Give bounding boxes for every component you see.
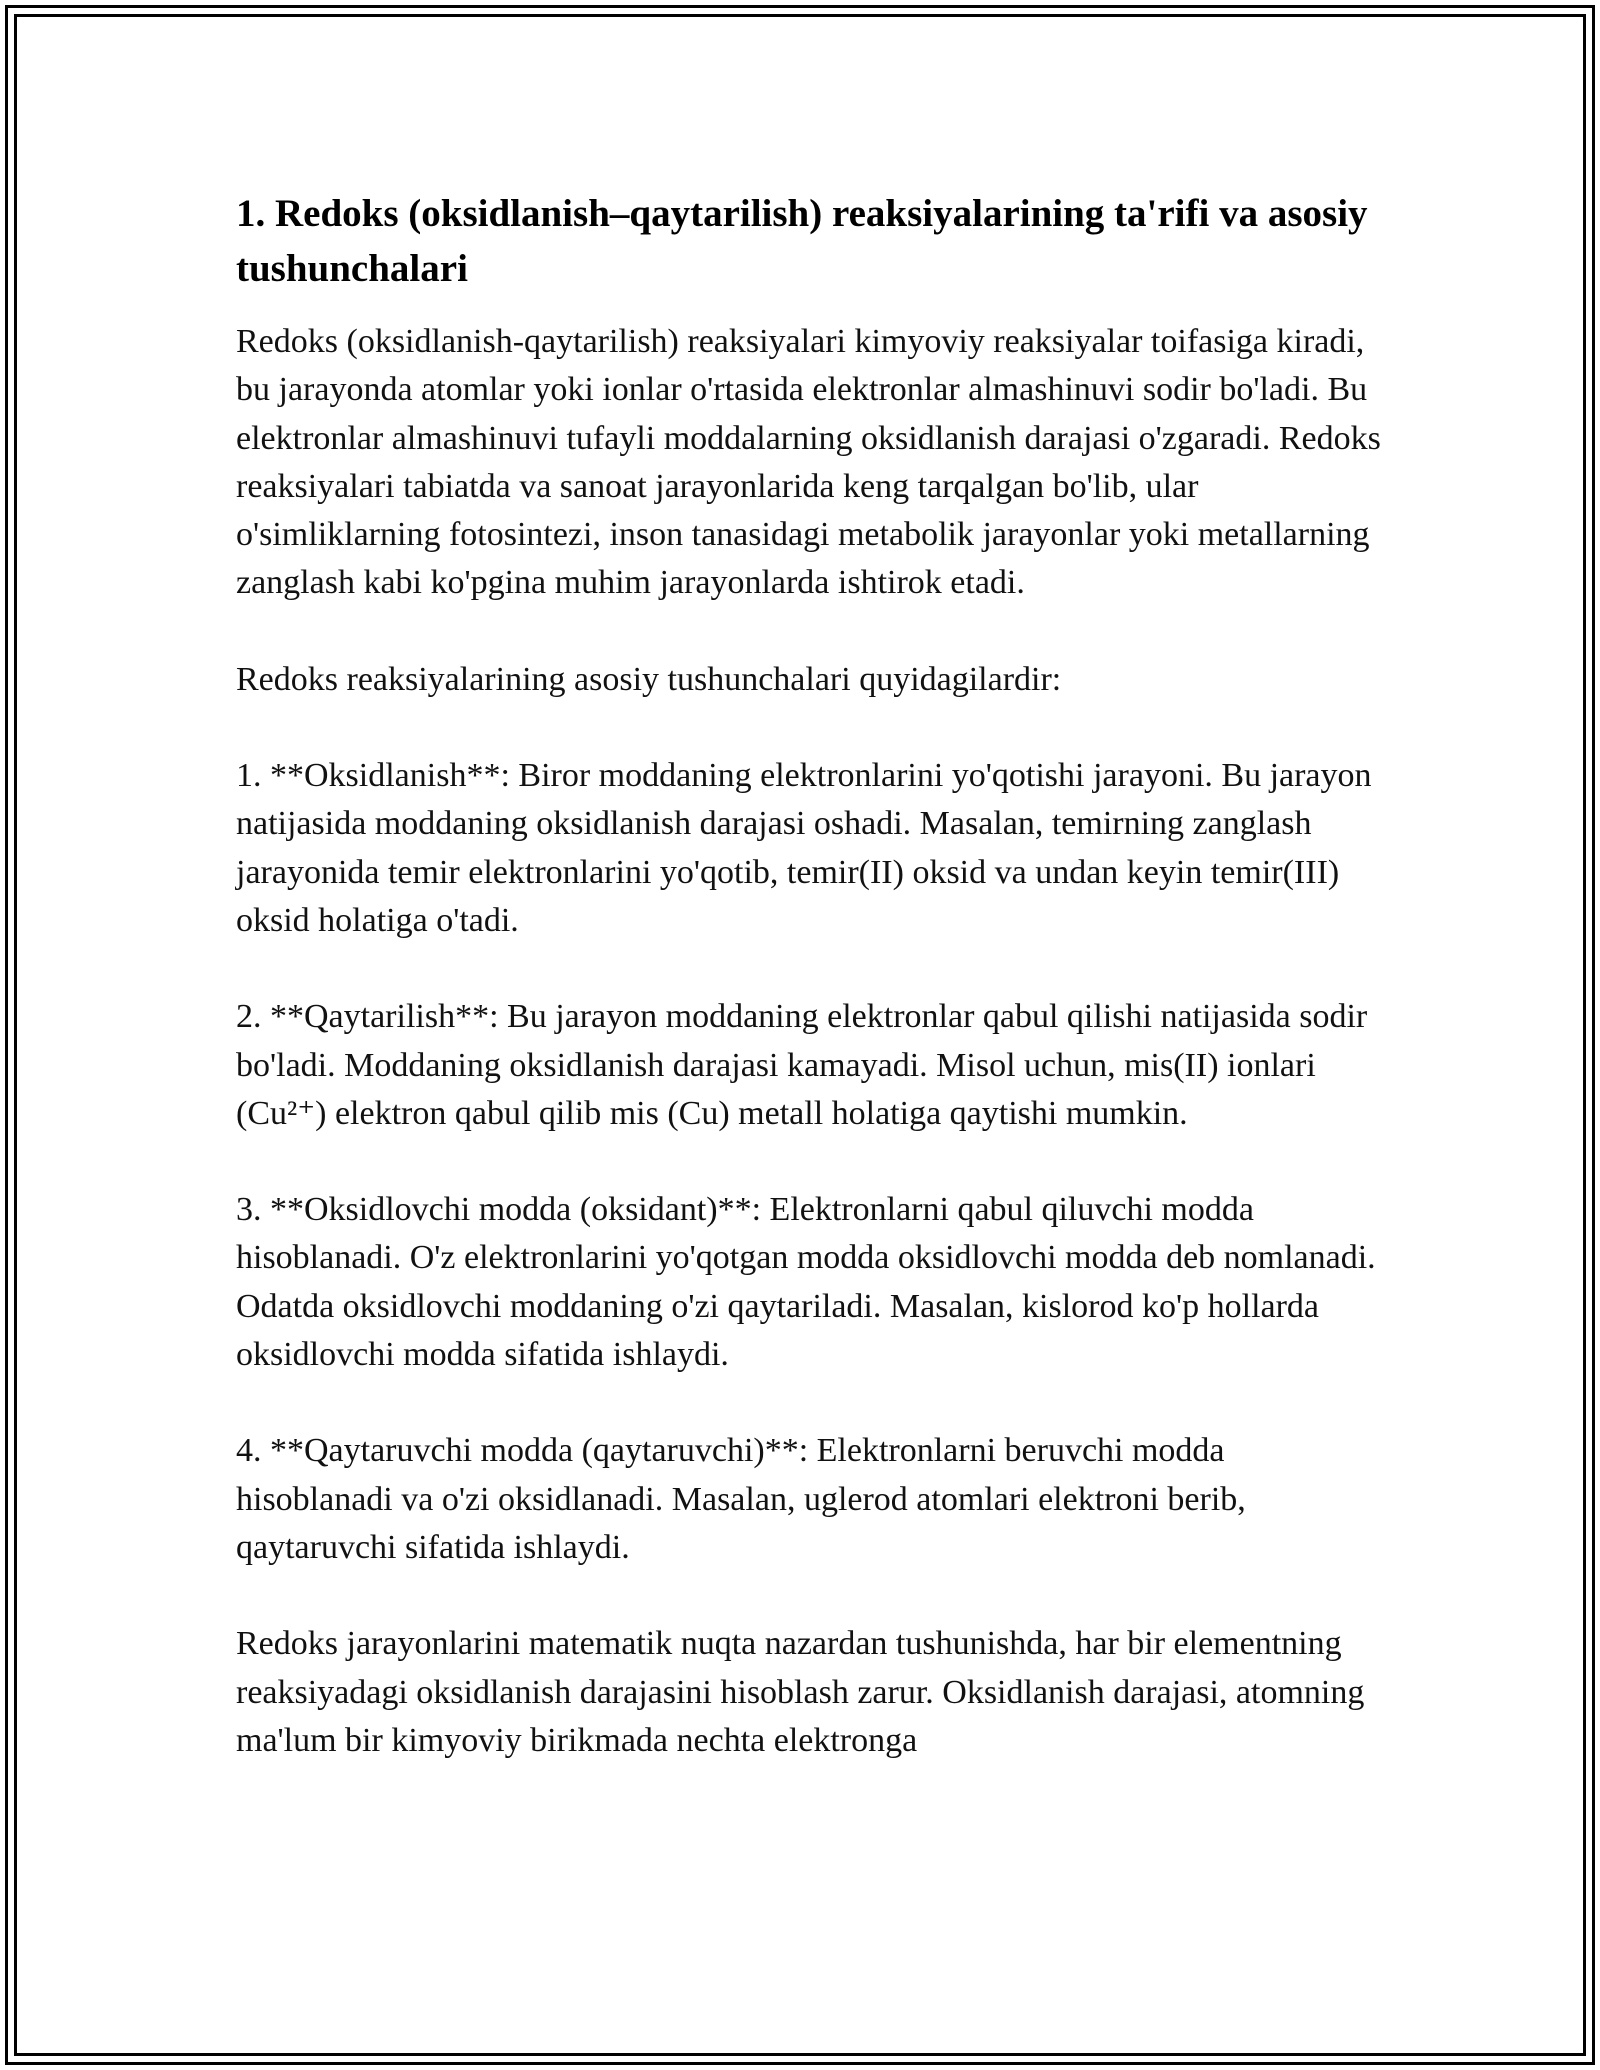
math-paragraph: Redoks jarayonlarini matematik nuqta nazardan tushunishda, har bir elementning reaksiyadagi oksidlanish darajasini hisoblash zarur. Oksidlanish darajasi, atomning ma'lum bir kimyoviy birikmada nechta elektronga: [236, 1625, 1365, 1759]
document-body: [236, 186, 1386, 1765]
intro-paragraph: Redoks (oksidlanish-qaytarilish) reaksiyalari kimyoviy reaksiyalar toifasiga kiradi, bu jarayonda atomlar yoki ionlar o'rtasida elektronlar almashinuvi sodir bo'ladi. Bu elektronlar almashinuvi tufayli moddalarning oksidlanish darajasi o'zgaradi. Redoks reaksiyalari tabiatda va sanoat jarayonlarida keng tarqalgan bo'lib, ular o'simliklarning fotosintezi, inson tanasidagi metabolik jarayonlar yoki metallarning zanglash kabi ko'pgina muhim jarayonlarda ishtirok etadi.: [236, 323, 1381, 602]
list-item-oxidant: 3. **Oksidlovchi modda (oksidant)**: Elektronlarni qabul qiluvchi modda hisoblanadi. O'z elektronlarini yo'qotgan modda oksidlovchi modda deb nomlanadi. Odatda oksidlovchi moddaning o'zi qaytariladi. Masalan, kislorod ko'p hollarda oksidlovchi modda sifatida ishlaydi.: [236, 1191, 1376, 1374]
list-item-oxidation: 1. **Oksidlanish**: Biror moddaning elektronlarini yo'qotishi jarayoni. Bu jarayon natijasida moddaning oksidlanish darajasi oshadi. Masalan, temirning zanglash jarayonida temir elektronlarini yo'qotib, temir(II) oksid va undan keyin temir(III) oksid holatiga o'tadi.: [236, 757, 1372, 939]
concepts-intro-paragraph: Redoks reaksiyalarining asosiy tushunchalari quyidagilardir:: [236, 660, 1062, 698]
list-item-reduction: 2. **Qaytarilish**: Bu jarayon moddaning elektronlar qabul qilishi natijasida sodir bo'ladi. Moddaning oksidlanish darajasi kamayadi. Misol uchun, mis(II) ionlari (Cu²⁺) elektron qabul qilib mis (Cu) metall holatiga qaytishi mumkin.: [236, 998, 1368, 1132]
list-item-reductant: 4. **Qaytaruvchi modda (qaytaruvchi)**: Elektronlarni beruvchi modda hisoblanadi va o'zi oksidlanadi. Masalan, uglerod atomlari elektroni berib, qaytaruvchi sifatida ishlaydi.: [236, 1432, 1246, 1566]
section-heading: 1. Redoks (oksidlanish–qaytarilish) reaksiyalarining ta'rifi va asosiy tushunchalari: [236, 192, 1368, 290]
